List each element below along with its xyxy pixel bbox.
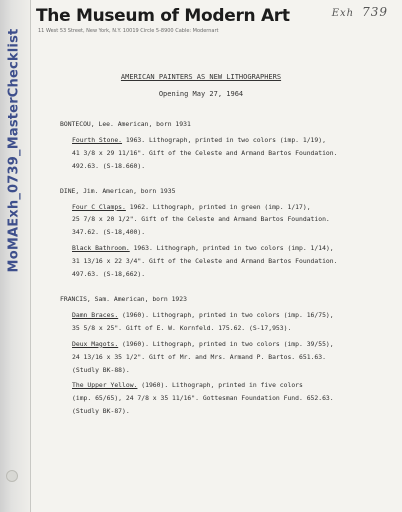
spine-label: MoMAExh_0739_MasterChecklist xyxy=(6,28,22,272)
handwritten-annotation xyxy=(332,5,388,19)
spine-label-wrap xyxy=(1,0,27,300)
artwork-line xyxy=(72,201,388,214)
artwork-details: 1963. Lithograph, printed in two colors (imp. 1/19), xyxy=(122,135,326,144)
artwork-line: 24 13/16 x 35 1/2". Gift of Mr. and Mrs. Armand P. Bartos. 651.63. xyxy=(72,352,326,361)
artwork-line: 497.63. (S-18,662). xyxy=(72,270,146,279)
artwork-line: 25 7/8 x 20 1/2". Gift of the Celeste and Armand Bartos Foundation. xyxy=(72,215,330,224)
artwork-entry xyxy=(60,134,388,173)
artwork-line: (imp. 65/65), 24 7/8 x 35 11/16". Gottesman Foundation Fund. 652.63. xyxy=(72,394,334,403)
artwork-line: 31 13/16 x 22 3/4". Gift of the Celeste and Armand Bartos Foundation. xyxy=(72,257,338,266)
punch-hole xyxy=(6,470,18,482)
artwork-entry xyxy=(60,242,388,281)
document-title: AMERICAN PAINTERS AS NEW LITHOGRAPHERS xyxy=(120,73,282,81)
artist-header: DINE, Jim. American, born 1935 xyxy=(60,186,176,195)
artwork-entry xyxy=(60,309,388,335)
artwork-line xyxy=(72,309,388,322)
artwork-line xyxy=(72,242,388,255)
artwork-line: 492.63. (S-18.660). xyxy=(72,161,146,170)
artwork-title: The Upper Yellow. xyxy=(72,381,138,390)
artwork-title: Fourth Stone. xyxy=(72,135,123,144)
artwork-line: 35 5/8 x 25". Gift of E. W. Kornfeld. 175.62. (S-17,953). xyxy=(72,323,292,332)
artwork-details: (1960). Lithograph, printed in two colors (imp. 39/55), xyxy=(118,339,334,348)
artwork-entry xyxy=(60,379,388,418)
handwritten-prefix: Exh xyxy=(331,8,355,19)
document-subtitle: Opening May 27, 1964 xyxy=(158,90,244,98)
artwork-line: 41 3/8 x 29 11/16". Gift of the Celeste and Armand Bartos Foundation. xyxy=(72,148,338,157)
artwork-title: Four C Clamps. xyxy=(72,202,126,211)
artwork-line: (Studly BK-87). xyxy=(72,407,130,416)
artwork-line: (Studly BK-88). xyxy=(72,365,130,374)
artwork-entry xyxy=(60,201,388,240)
artwork-line xyxy=(72,134,388,147)
artwork-details: 1963. Lithograph, printed in two colors (imp. 1/14), xyxy=(129,244,334,253)
artwork-title: Deux Magots. xyxy=(72,339,119,348)
artist-entry xyxy=(60,185,388,281)
artwork-line: 347.62. (S-18,400). xyxy=(72,228,146,237)
artwork-title: Damn Braces. xyxy=(72,310,119,319)
artwork-entry xyxy=(60,338,388,377)
checklist-body xyxy=(60,118,388,418)
artwork-details: (1960). Lithograph, printed in five colors xyxy=(137,381,303,390)
artwork-line xyxy=(72,338,388,351)
artwork-details: (1960). Lithograph, printed in two colors (imp. 16/75), xyxy=(118,310,334,319)
artwork-line xyxy=(72,379,388,392)
museum-name: The Museum of Modern Art xyxy=(36,6,290,26)
artist-entry xyxy=(60,293,388,418)
artwork-title: Black Bathroom. xyxy=(72,244,130,253)
artwork-details: 1962. Lithograph, printed in green (imp. 1/17), xyxy=(125,202,311,211)
museum-address: 11 West 53 Street, New York, N.Y. 10019 Circle 5-8900 Cable: Modernart xyxy=(38,28,219,34)
handwritten-number: 739 xyxy=(362,5,388,19)
artist-header: BONTECOU, Lee. American, born 1931 xyxy=(60,120,191,128)
artist-header: FRANCIS, Sam. American, born 1923 xyxy=(60,294,187,303)
artist-entry xyxy=(60,118,388,173)
